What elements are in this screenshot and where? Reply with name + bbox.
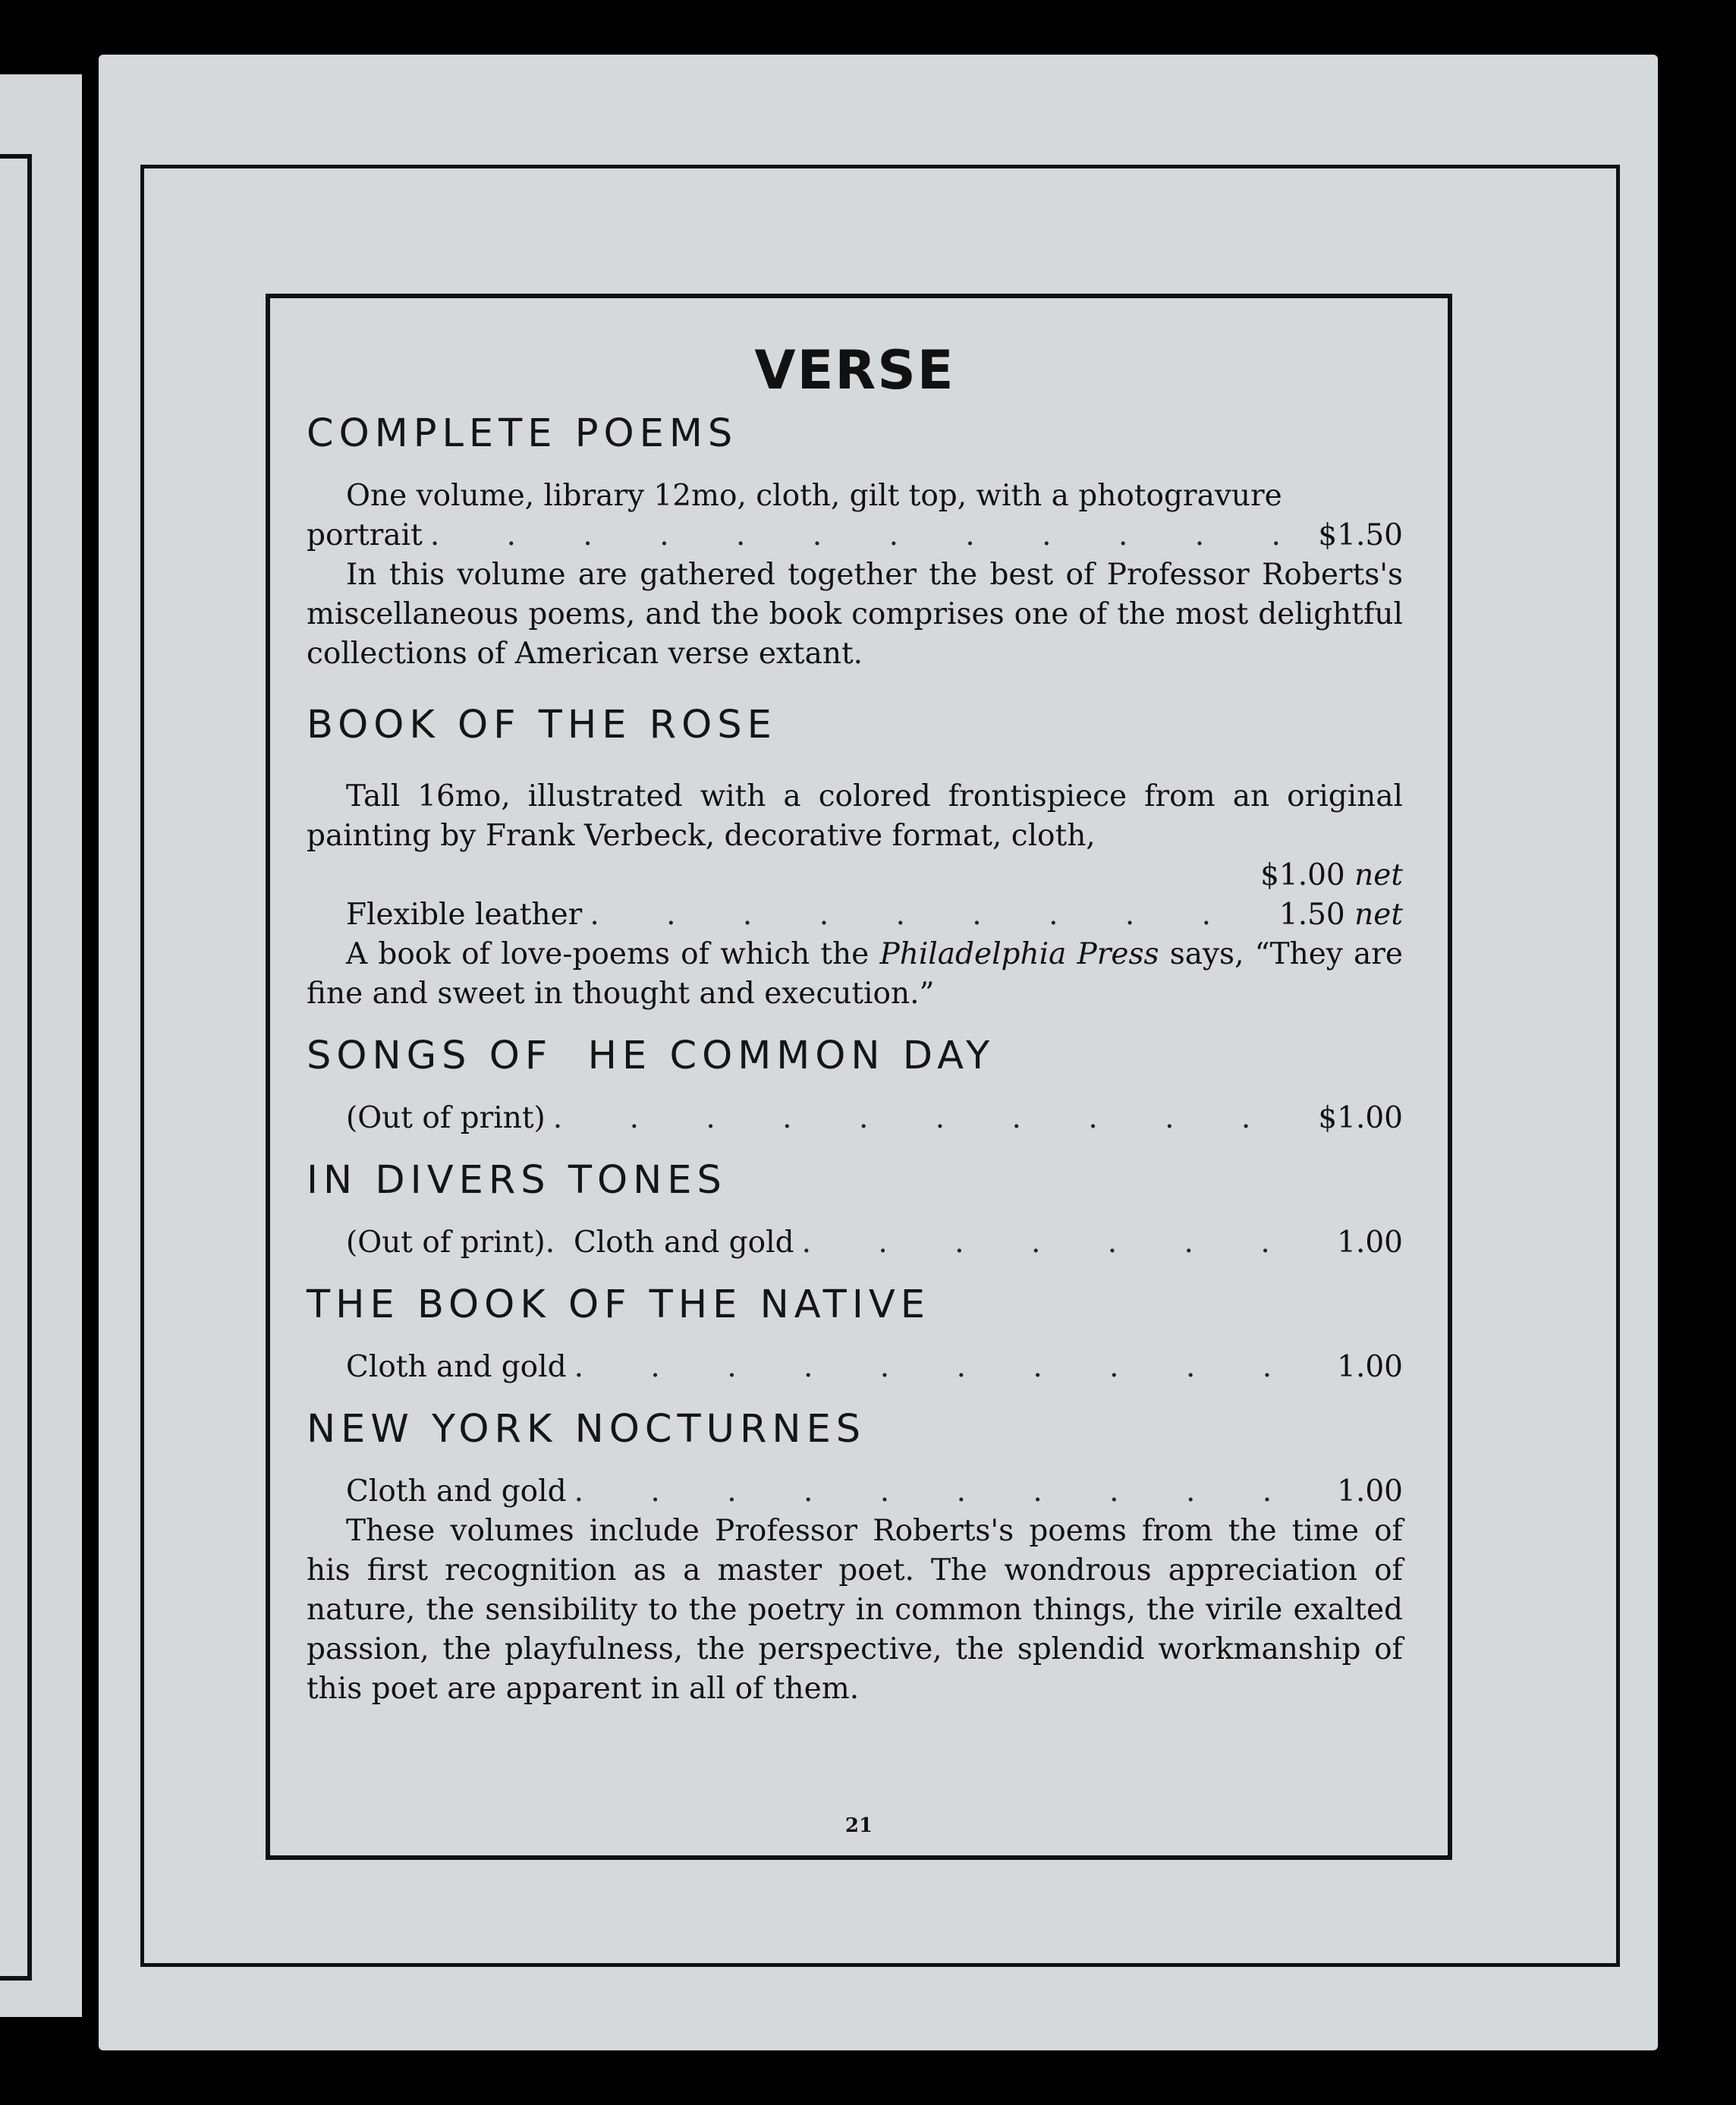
left-page-border	[0, 154, 32, 1981]
page-title: VERSE	[754, 339, 955, 401]
price-value: 1.00	[1337, 1350, 1403, 1384]
section-heading-book-of-the-rose: BOOK OF THE ROSE	[307, 703, 777, 747]
note-text: A book of love-poems of which the	[346, 937, 870, 971]
price-label: portrait	[307, 518, 423, 552]
leader-dots	[590, 895, 1272, 935]
songs-price-line	[307, 1099, 1403, 1138]
book-of-the-rose-note	[307, 935, 1403, 1014]
price-label: Cloth and gold	[346, 1350, 567, 1384]
section-heading-songs-of-the-common-day: SONGS OF HE COMMON DAY	[307, 1034, 995, 1078]
book-of-the-rose-leather-price-line	[307, 895, 1403, 935]
publication-name: Philadelphia Press	[879, 937, 1159, 971]
in-divers-tones-price-line	[307, 1223, 1403, 1263]
price-value: $1.00	[1318, 1101, 1403, 1135]
price-label: Cloth and gold	[346, 1474, 567, 1509]
leader-dots	[574, 1348, 1330, 1387]
complete-poems-note: In this volume are gathered together the best of Professor Roberts's miscellaneous poems, and the book comprises one of the most delightful collections of American verse extant.	[307, 558, 1403, 671]
leader-dots	[553, 1099, 1311, 1138]
catalog-page	[99, 55, 1658, 2050]
inner-border	[266, 294, 1452, 1860]
price-value-group	[1279, 895, 1403, 935]
complete-poems-price-line	[307, 516, 1403, 555]
price-label: Flexible leather	[346, 898, 583, 932]
leader-dots	[430, 516, 1311, 555]
page-content	[307, 340, 1403, 1709]
leader-dots	[802, 1223, 1330, 1263]
section-heading-complete-poems: COMPLETE POEMS	[307, 411, 738, 456]
new-york-nocturnes-note: These volumes include Professor Roberts's poems from the time of his first recognition as a master poet. The wondrous appreciation of nature, the sensibility to the poetry in common things, the virile exalted passion, the playfulness, the perspective, the splendid workmanship of this poet are apparent in all of them.	[307, 1514, 1403, 1706]
price-value: $1.50	[1318, 518, 1403, 552]
price-value: 1.00	[1337, 1474, 1403, 1509]
page-number: 21	[844, 1814, 873, 1837]
book-of-the-rose-description: Tall 16mo, illustrated with a colored frontispiece from an original painting by Frank Verbeck, decorative format, cloth,	[307, 779, 1403, 853]
price-value: 1.00	[1337, 1226, 1403, 1260]
note-text: says, “They are fine and sweet in thought and execution.”	[307, 937, 1403, 1011]
book-of-the-native-price-line	[307, 1348, 1403, 1387]
leader-dots	[574, 1472, 1330, 1512]
book-of-the-rose-cloth-price	[307, 856, 1403, 895]
section-heading-in-divers-tones: IN DIVERS TONES	[307, 1158, 727, 1203]
section-heading-the-book-of-the-native: THE BOOK OF THE NATIVE	[307, 1282, 930, 1327]
section-heading-new-york-nocturnes: NEW YORK NOCTURNES	[307, 1407, 866, 1452]
new-york-nocturnes-price-line	[307, 1472, 1403, 1512]
complete-poems-description: One volume, library 12mo, cloth, gilt top, with a photogravure	[346, 479, 1282, 513]
price-value: $1.00	[1260, 858, 1345, 892]
left-page-edge	[0, 74, 82, 2017]
price-suffix: net	[1354, 898, 1403, 932]
price-label: (Out of print)	[346, 1101, 546, 1135]
price-suffix: net	[1354, 858, 1403, 892]
price-label: (Out of print). Cloth and gold	[346, 1226, 794, 1260]
price-value: 1.50	[1278, 898, 1345, 932]
